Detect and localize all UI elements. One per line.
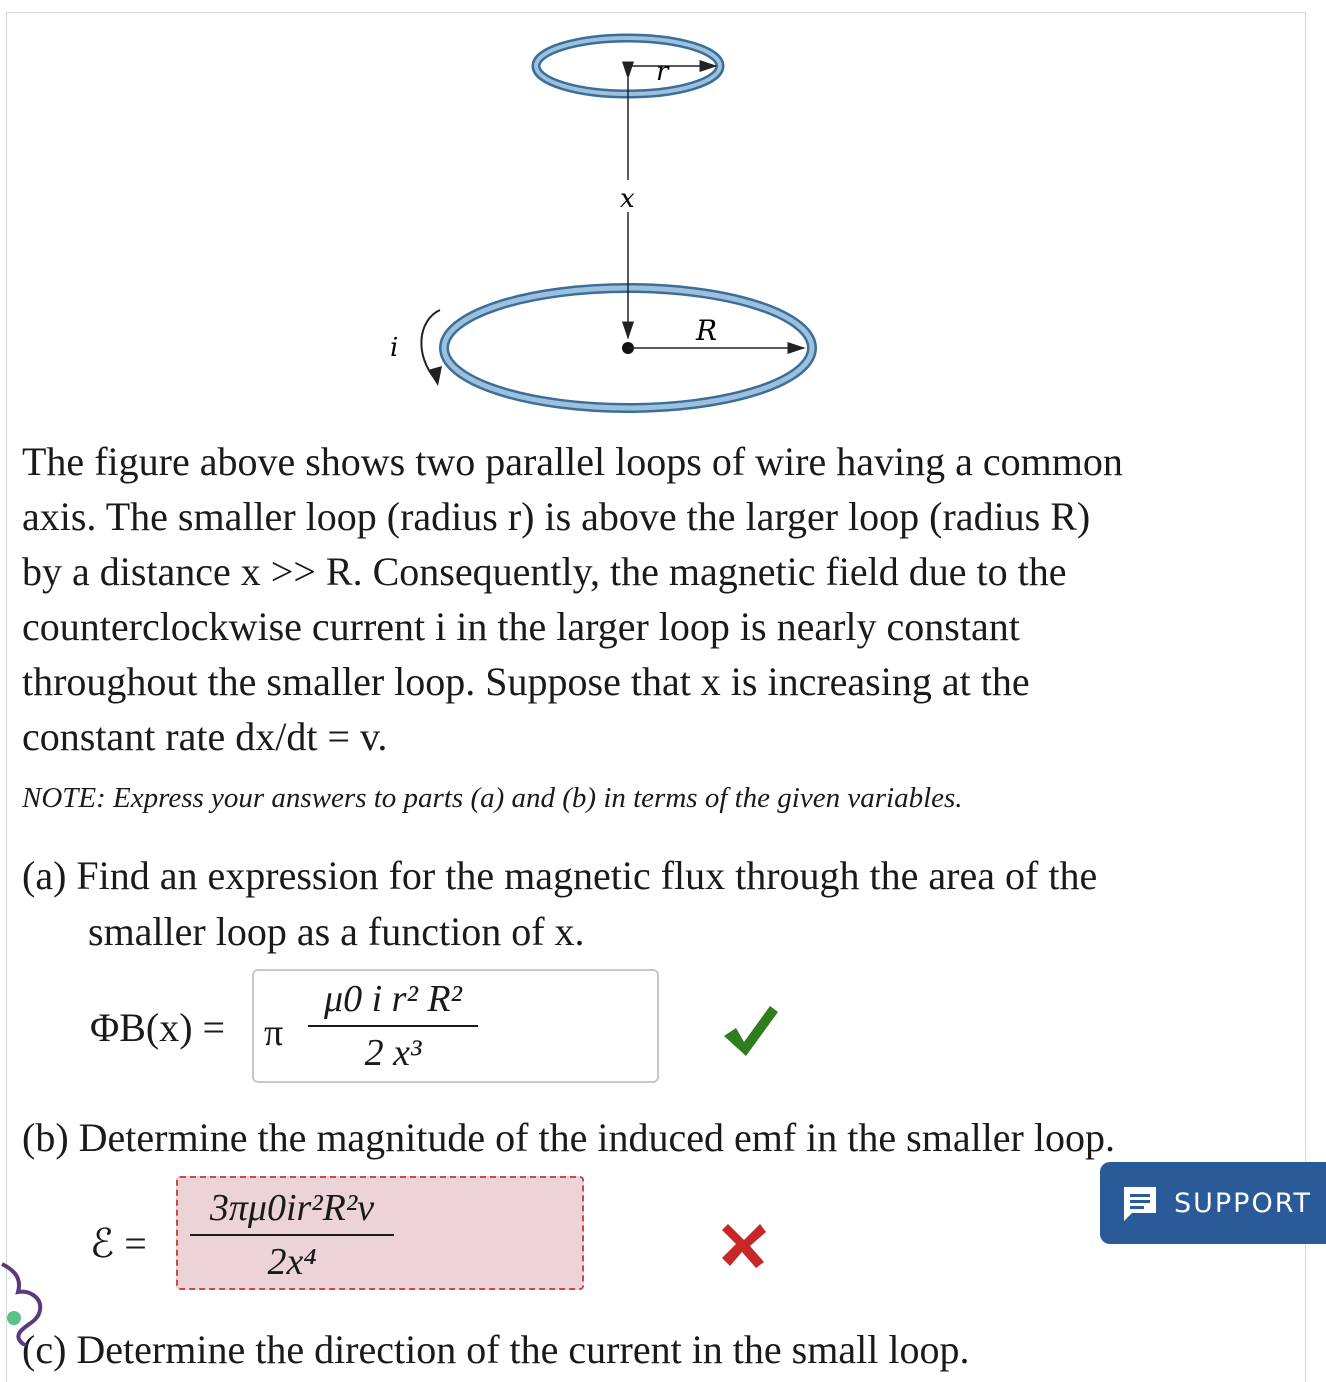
problem-statement bbox=[22, 434, 1262, 764]
part-a-line2: smaller loop as a function of x. bbox=[88, 909, 585, 954]
part-a-question bbox=[22, 848, 1272, 960]
problem-line: counterclockwise current i in the larger loop is nearly constant bbox=[22, 604, 1020, 649]
part-c-question: (c) Determine the direction of the current in the small loop. bbox=[22, 1327, 970, 1372]
label-R: R bbox=[696, 314, 718, 347]
problem-line: throughout the smaller loop. Suppose that x is increasing at the bbox=[22, 659, 1030, 704]
chat-icon bbox=[1120, 1183, 1160, 1223]
part-b-denominator: 2x⁴ bbox=[267, 1241, 317, 1283]
problem-line: constant rate dx/dt = v. bbox=[22, 714, 388, 759]
label-i: i bbox=[390, 333, 399, 363]
support-button[interactable] bbox=[1100, 1162, 1326, 1244]
part-a-numerator: μ0 i r² R² bbox=[324, 978, 462, 1020]
part-a-line1: (a) Find an expression for the magnetic flux through the area of the bbox=[22, 853, 1098, 898]
part-a-denominator: 2 x³ bbox=[364, 1032, 422, 1074]
part-b-answer-field[interactable] bbox=[176, 1176, 584, 1290]
problem-line: by a distance x >> R. Consequently, the magnetic field due to the bbox=[22, 549, 1067, 594]
part-b-numerator: 3πμ0ir²R²ν bbox=[209, 1187, 375, 1229]
correct-check-icon bbox=[722, 1004, 778, 1058]
part-b-question: (b) Determine the magnitude of the induced emf in the smaller loop. bbox=[22, 1115, 1115, 1160]
part-b-fraction bbox=[190, 1186, 394, 1284]
label-r: r bbox=[656, 57, 669, 87]
part-a-fraction bbox=[308, 977, 478, 1075]
problem-line: axis. The smaller loop (radius r) is above the larger loop (radius R) bbox=[22, 494, 1091, 539]
part-b-lhs: ℰ = bbox=[90, 1221, 147, 1266]
support-label: SUPPORT bbox=[1174, 1187, 1313, 1219]
part-a-lhs: ΦB(x) = bbox=[90, 1005, 226, 1050]
two-loops-figure bbox=[380, 20, 840, 420]
part-a-answer-field[interactable] bbox=[252, 969, 659, 1083]
instructions-note: NOTE: Express your answers to parts (a) and (b) in terms of the given variables. bbox=[22, 782, 963, 814]
problem-line: The figure above shows two parallel loops of wire having a common bbox=[22, 439, 1123, 484]
helper-widget-icon[interactable] bbox=[0, 1262, 46, 1346]
part-a-pi: π bbox=[264, 1012, 284, 1054]
incorrect-x-icon bbox=[722, 1222, 766, 1268]
label-x: x bbox=[620, 184, 635, 214]
